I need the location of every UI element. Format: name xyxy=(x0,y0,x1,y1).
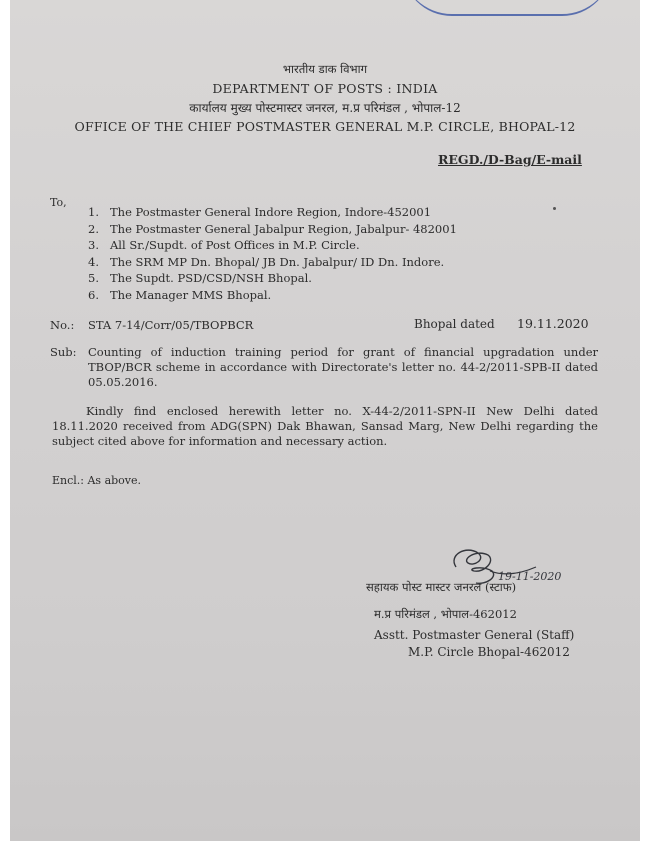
ink-dot xyxy=(553,207,556,210)
list-item: 3. All Sr./Supdt. of Post Offices in M.P. Circle. xyxy=(88,238,360,252)
letter-page xyxy=(10,0,640,841)
subject-label: Sub: xyxy=(50,345,77,359)
dispatch-mode: REGD./D-Bag/E-mail xyxy=(438,152,582,167)
signatory-english-title: Asstt. Postmaster General (Staff) xyxy=(374,628,575,642)
signatory-english-place: M.P. Circle Bhopal-462012 xyxy=(408,645,570,659)
list-item: 1. The Postmaster General Indore Region, Indore-452001 xyxy=(88,205,432,219)
letter-number: STA 7-14/Corr/05/TBOPBCR xyxy=(88,318,254,332)
dated-label: Bhopal dated xyxy=(414,317,495,331)
list-item: 4. The SRM MP Dn. Bhopal/ JB Dn. Jabalpur/ ID Dn. Indore. xyxy=(88,254,445,269)
list-item: 5. The Supdt. PSD/CSD/NSH Bhopal. xyxy=(88,271,312,285)
header-english-office: OFFICE OF THE CHIEF POSTMASTER GENERAL M.P. CIRCLE, BHOPAL-12 xyxy=(74,119,576,134)
list-item: 6. The Manager MMS Bhopal. xyxy=(88,287,272,302)
signatory-hindi-title: सहायक पोस्ट मास्टर जनरल (स्टाफ) xyxy=(366,580,517,594)
enclosure-note: Encl.: As above. xyxy=(52,474,142,487)
letter-body: Kindly find enclosed herewith letter no. X-44-2/2011-SPN-II New Delhi dated 18.11.2020 received from ADG(SPN) Dak Bhawan, Sansad Marg, New Delhi regarding the subject cited above for information and necessary action. xyxy=(52,404,598,448)
subject-text: Counting of induction training period for grant of financial upgradation under TBOP/BCR scheme in accordance with Directorate's letter no. 44-2/2011-SPB-II dated 05.05.2016. xyxy=(88,345,598,389)
to-label: To, xyxy=(50,196,67,209)
letter-date: 19.11.2020 xyxy=(517,316,589,331)
header-hindi-department: भारतीय डाक विभाग xyxy=(282,62,368,76)
header-hindi-office: कार्यालय मुख्य पोस्टमास्टर जनरल, म.प्र परिमंडल , भोपाल-12 xyxy=(189,101,461,115)
letter-number-label: No.: xyxy=(50,318,75,332)
stamp-arc xyxy=(402,0,612,16)
handwritten-date: 19-11-2020 xyxy=(498,570,562,583)
signatory-hindi-place: म.प्र परिमंडल , भोपाल-462012 xyxy=(374,607,517,621)
recipient-list xyxy=(88,205,457,304)
header-english-department: DEPARTMENT OF POSTS : INDIA xyxy=(212,81,438,96)
list-item: 2. The Postmaster General Jabalpur Region, Jabalpur- 482001 xyxy=(88,221,457,236)
